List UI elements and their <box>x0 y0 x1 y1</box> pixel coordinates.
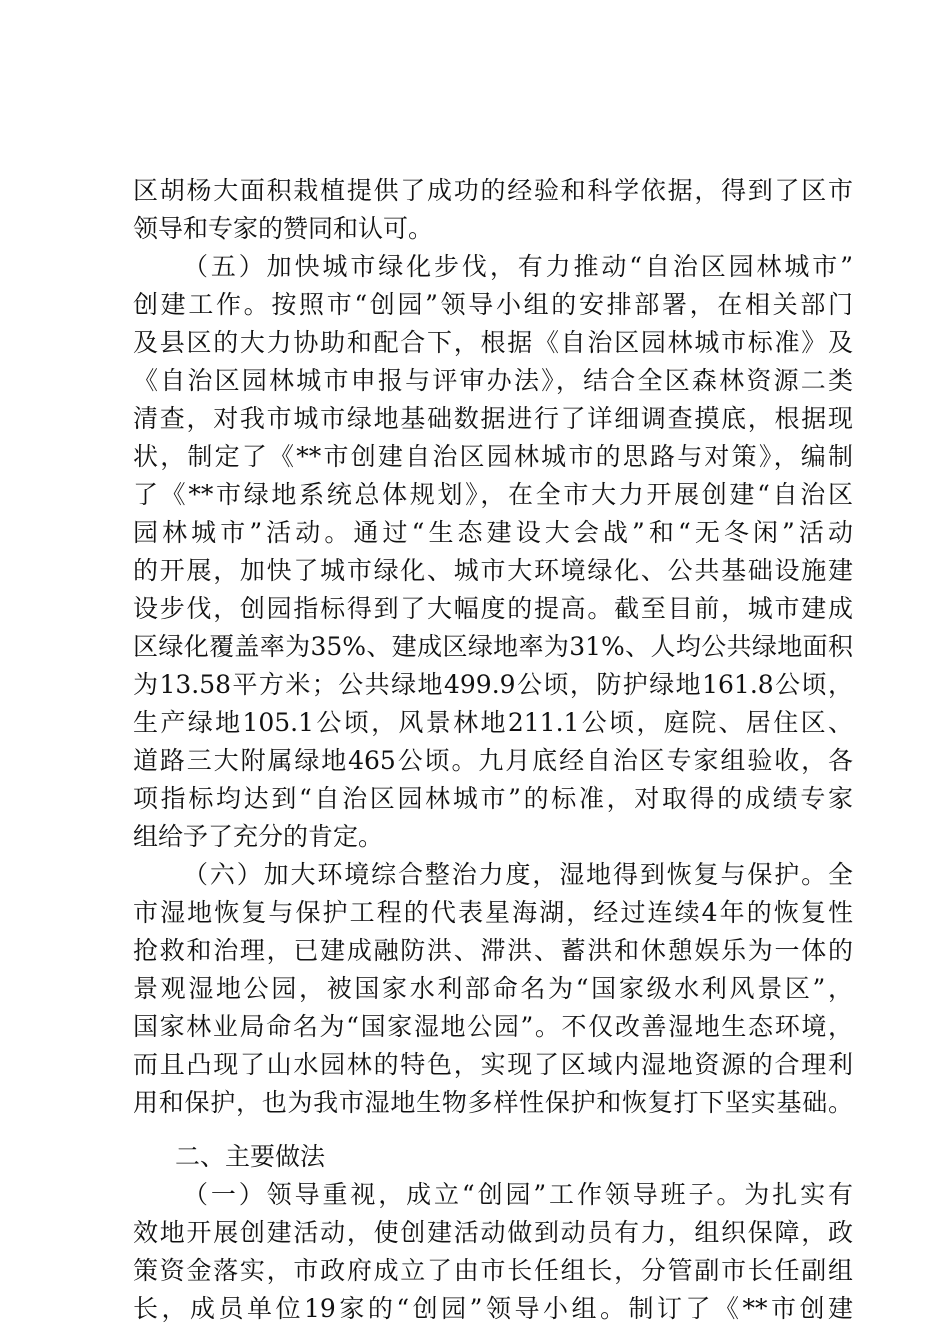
paragraph-line: 状，制定了《**市创建自治区园林城市的思路与对策》，编制 <box>133 442 853 471</box>
paragraph-line: 用和保护，也为我市湿地生物多样性保护和恢复打下坚实基础。 <box>133 1088 853 1117</box>
paragraph-line: 景观湿地公园，被国家水利部命名为“国家级水利风景区”， <box>133 974 853 1003</box>
paragraph-line: 为13.58平方米；公共绿地499.9公顷，防护绿地161.8公顷， <box>133 670 853 699</box>
paragraph-line: 项指标均达到“自治区园林城市”的标准，对取得的成绩专家 <box>133 784 853 813</box>
paragraph-line: 领导和专家的赞同和认可。 <box>133 214 434 243</box>
paragraph-line: 组给予了充分的肯定。 <box>133 822 384 851</box>
paragraph-line: 抢救和治理，已建成融防洪、滞洪、蓄洪和休憩娱乐为一体的 <box>133 936 853 965</box>
paragraph-line: 区绿化覆盖率为35%、建成区绿地率为31%、人均公共绿地面积 <box>133 632 853 661</box>
paragraph-line: 创建工作。按照市“创园”领导小组的安排部署，在相关部门 <box>133 290 853 319</box>
paragraph-line: （一）领导重视，成立“创园”工作领导班子。为扎实有 <box>183 1180 853 1209</box>
paragraph-line: 策资金落实，市政府成立了由市长任组长，分管副市长任副组 <box>133 1256 853 1285</box>
paragraph-line: 的开展，加快了城市绿化、城市大环境绿化、公共基础设施建 <box>133 556 853 585</box>
paragraph-line: 设步伐，创园指标得到了大幅度的提高。截至目前，城市建成 <box>133 594 853 623</box>
paragraph-line: 清查，对我市城市绿地基础数据进行了详细调查摸底，根据现 <box>133 404 853 433</box>
paragraph-line: 国家林业局命名为“国家湿地公园”。不仅改善湿地生态环境， <box>133 1012 853 1041</box>
paragraph-line: 而且凸现了山水园林的特色，实现了区域内湿地资源的合理利 <box>133 1050 853 1079</box>
paragraph-line: 《自治区园林城市申报与评审办法》，结合全区森林资源二类 <box>133 366 853 395</box>
paragraph-line: 及县区的大力协助和配合下，根据《自治区园林城市标准》及 <box>133 328 853 357</box>
paragraph-line: （五）加快城市绿化步伐，有力推动“自治区园林城市” <box>183 252 853 281</box>
paragraph-line: 长，成员单位19家的“创园”领导小组。制订了《**市创建 <box>133 1294 853 1323</box>
section-heading: 二、主要做法 <box>175 1142 326 1171</box>
paragraph-line: 了《**市绿地系统总体规划》，在全市大力开展创建“自治区 <box>133 480 853 509</box>
paragraph-line: 市湿地恢复与保护工程的代表星海湖，经过连续4年的恢复性 <box>133 898 853 927</box>
paragraph-line: 道路三大附属绿地465公顷。九月底经自治区专家组验收，各 <box>133 746 853 775</box>
paragraph-line: 区胡杨大面积栽植提供了成功的经验和科学依据，得到了区市 <box>133 176 853 205</box>
paragraph-line: （六）加大环境综合整治力度，湿地得到恢复与保护。全 <box>183 860 853 889</box>
paragraph-line: 园林城市”活动。通过“生态建设大会战”和“无冬闲”活动 <box>133 518 853 547</box>
paragraph-line: 效地开展创建活动，使创建活动做到动员有力，组织保障，政 <box>133 1218 853 1247</box>
paragraph-line: 生产绿地105.1公顷，风景林地211.1公顷，庭院、居住区、 <box>133 708 853 737</box>
